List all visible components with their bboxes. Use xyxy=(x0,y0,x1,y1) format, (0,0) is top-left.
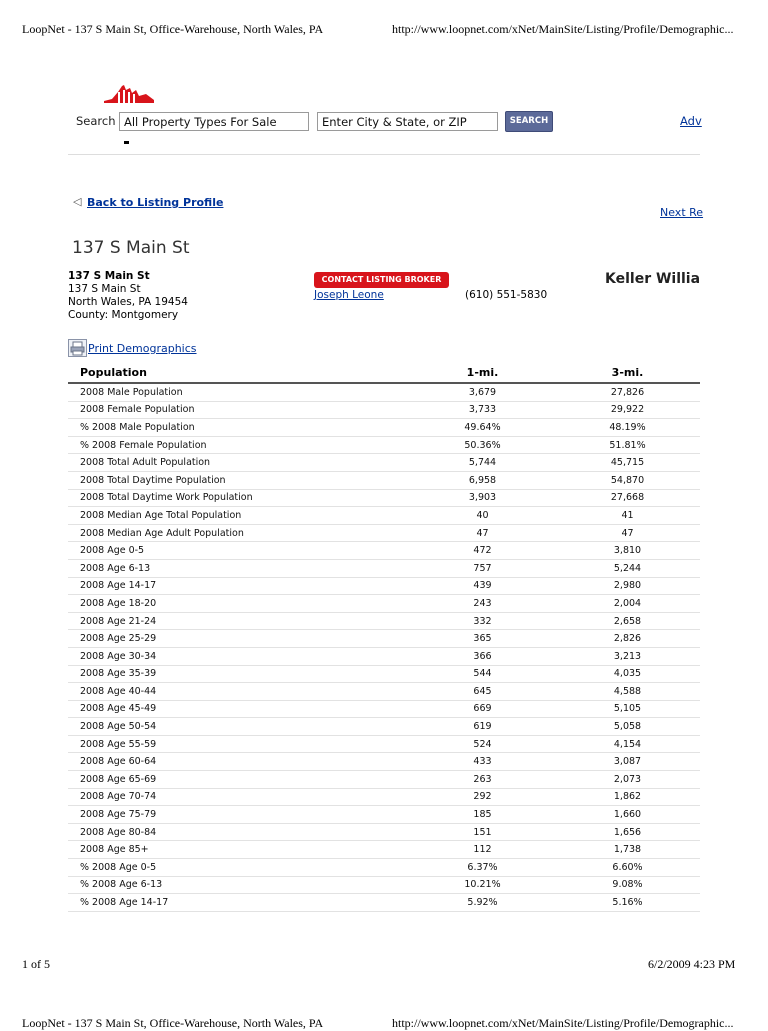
row-label: % 2008 Female Population xyxy=(68,436,410,454)
header-divider xyxy=(68,154,700,155)
value-1-mile: 10.21% xyxy=(410,876,555,894)
table-row xyxy=(68,401,700,419)
street-address: 137 S Main St xyxy=(68,283,141,295)
value-1-mile: 243 xyxy=(410,595,555,613)
header-3-mile: 3-mi. xyxy=(555,363,700,383)
value-1-mile: 47 xyxy=(410,524,555,542)
value-1-mile: 3,733 xyxy=(410,401,555,419)
table-row xyxy=(68,507,700,525)
table-row xyxy=(68,823,700,841)
value-3-mile: 4,588 xyxy=(555,683,700,701)
table-row xyxy=(68,753,700,771)
table-row xyxy=(68,859,700,877)
value-3-mile: 48.19% xyxy=(555,419,700,437)
value-3-mile: 2,004 xyxy=(555,595,700,613)
row-label: 2008 Age 65-69 xyxy=(68,771,410,789)
row-label: 2008 Age 25-29 xyxy=(68,630,410,648)
row-label: % 2008 Male Population xyxy=(68,419,410,437)
table-row xyxy=(68,771,700,789)
broker-phone: (610) 551-5830 xyxy=(465,289,548,301)
table-row xyxy=(68,436,700,454)
table-row xyxy=(68,454,700,472)
value-3-mile: 51.81% xyxy=(555,436,700,454)
value-3-mile: 2,980 xyxy=(555,577,700,595)
value-1-mile: 472 xyxy=(410,542,555,560)
row-label: 2008 Age 35-39 xyxy=(68,665,410,683)
value-3-mile: 27,668 xyxy=(555,489,700,507)
value-1-mile: 292 xyxy=(410,788,555,806)
back-arrow-icon: ◁ xyxy=(73,195,82,208)
search-label: Search xyxy=(76,114,116,128)
value-3-mile: 3,087 xyxy=(555,753,700,771)
value-1-mile: 263 xyxy=(410,771,555,789)
value-3-mile: 1,660 xyxy=(555,806,700,824)
table-row xyxy=(68,700,700,718)
table-row xyxy=(68,806,700,824)
next-page-header-title: LoopNet - 137 S Main St, Office-Warehouse, North Wales, PA xyxy=(22,1016,324,1030)
value-1-mile: 332 xyxy=(410,612,555,630)
table-row xyxy=(68,683,700,701)
header-1-mile: 1-mi. xyxy=(410,363,555,383)
header-population: Population xyxy=(68,363,410,383)
location-input[interactable]: Enter City & State, or ZIP xyxy=(317,112,498,131)
print-header-title: LoopNet - 137 S Main St, Office-Warehouse, North Wales, PA xyxy=(22,22,324,36)
value-3-mile: 4,035 xyxy=(555,665,700,683)
search-button[interactable]: SEARCH xyxy=(505,111,553,132)
row-label: 2008 Total Daytime Population xyxy=(68,471,410,489)
value-1-mile: 433 xyxy=(410,753,555,771)
row-label: % 2008 Age 6-13 xyxy=(68,876,410,894)
row-label: 2008 Age 0-5 xyxy=(68,542,410,560)
value-3-mile: 2,826 xyxy=(555,630,700,648)
row-label: 2008 Median Age Adult Population xyxy=(68,524,410,542)
value-3-mile: 54,870 xyxy=(555,471,700,489)
table-row xyxy=(68,383,700,401)
row-label: 2008 Age 14-17 xyxy=(68,577,410,595)
print-header-url: http://www.loopnet.com/xNet/MainSite/Listing/Profile/Demographic... xyxy=(392,22,734,36)
value-3-mile: 1,656 xyxy=(555,823,700,841)
listing-name: 137 S Main St xyxy=(68,270,150,282)
printer-icon[interactable] xyxy=(68,339,87,357)
broker-name-link[interactable]: Joseph Leone xyxy=(314,289,384,301)
row-label: 2008 Age 21-24 xyxy=(68,612,410,630)
value-3-mile: 6.60% xyxy=(555,859,700,877)
value-3-mile: 41 xyxy=(555,507,700,525)
value-3-mile: 2,658 xyxy=(555,612,700,630)
value-1-mile: 439 xyxy=(410,577,555,595)
value-3-mile: 5,244 xyxy=(555,559,700,577)
table-row xyxy=(68,630,700,648)
next-page-header-url: http://www.loopnet.com/xNet/MainSite/Listing/Profile/Demographic... xyxy=(392,1016,734,1030)
value-1-mile: 3,903 xyxy=(410,489,555,507)
row-label: 2008 Total Daytime Work Population xyxy=(68,489,410,507)
value-3-mile: 3,810 xyxy=(555,542,700,560)
value-1-mile: 40 xyxy=(410,507,555,525)
value-1-mile: 6,958 xyxy=(410,471,555,489)
value-3-mile: 5,058 xyxy=(555,718,700,736)
value-3-mile: 2,073 xyxy=(555,771,700,789)
value-3-mile: 3,213 xyxy=(555,647,700,665)
value-1-mile: 365 xyxy=(410,630,555,648)
population-table xyxy=(68,363,700,912)
table-row xyxy=(68,735,700,753)
row-label: 2008 Age 45-49 xyxy=(68,700,410,718)
page-number: 1 of 5 xyxy=(22,957,50,971)
value-3-mile: 1,862 xyxy=(555,788,700,806)
value-1-mile: 645 xyxy=(410,683,555,701)
row-label: 2008 Age 30-34 xyxy=(68,647,410,665)
value-1-mile: 3,679 xyxy=(410,383,555,401)
value-1-mile: 544 xyxy=(410,665,555,683)
table-row xyxy=(68,524,700,542)
table-row xyxy=(68,577,700,595)
value-1-mile: 669 xyxy=(410,700,555,718)
table-row xyxy=(68,559,700,577)
value-3-mile: 5.16% xyxy=(555,894,700,912)
value-1-mile: 757 xyxy=(410,559,555,577)
value-1-mile: 5.92% xyxy=(410,894,555,912)
row-label: 2008 Age 50-54 xyxy=(68,718,410,736)
value-1-mile: 6.37% xyxy=(410,859,555,877)
value-3-mile: 27,826 xyxy=(555,383,700,401)
table-row xyxy=(68,489,700,507)
value-1-mile: 185 xyxy=(410,806,555,824)
row-label: 2008 Age 18-20 xyxy=(68,595,410,613)
row-label: 2008 Male Population xyxy=(68,383,410,401)
agency-name: Keller Willia xyxy=(605,271,701,287)
row-label: 2008 Age 70-74 xyxy=(68,788,410,806)
row-label: 2008 Age 6-13 xyxy=(68,559,410,577)
print-demographics-link[interactable]: Print Demographics xyxy=(88,342,197,355)
table-row xyxy=(68,718,700,736)
value-1-mile: 524 xyxy=(410,735,555,753)
table-row xyxy=(68,665,700,683)
property-type-select[interactable]: All Property Types For Sale xyxy=(119,112,309,131)
row-label: 2008 Age 40-44 xyxy=(68,683,410,701)
row-label: 2008 Median Age Total Population xyxy=(68,507,410,525)
table-row xyxy=(68,595,700,613)
table-row xyxy=(68,542,700,560)
table-row xyxy=(68,894,700,912)
table-row xyxy=(68,647,700,665)
table-row xyxy=(68,876,700,894)
value-1-mile: 151 xyxy=(410,823,555,841)
table-row xyxy=(68,788,700,806)
value-1-mile: 5,744 xyxy=(410,454,555,472)
row-label: 2008 Female Population xyxy=(68,401,410,419)
address-block xyxy=(68,270,188,322)
row-label: 2008 Total Adult Population xyxy=(68,454,410,472)
loopnet-logo[interactable] xyxy=(104,84,156,104)
table-row xyxy=(68,419,700,437)
row-label: 2008 Age 75-79 xyxy=(68,806,410,824)
page-title: 137 S Main St xyxy=(72,238,190,258)
row-label: 2008 Age 60-64 xyxy=(68,753,410,771)
value-3-mile: 1,738 xyxy=(555,841,700,859)
advanced-search-link[interactable]: Adv xyxy=(680,114,702,128)
next-result-link[interactable]: Next Re xyxy=(660,206,704,219)
value-1-mile: 112 xyxy=(410,841,555,859)
contact-broker-button[interactable]: CONTACT LISTING BROKER xyxy=(314,272,449,288)
value-3-mile: 29,922 xyxy=(555,401,700,419)
row-label: 2008 Age 85+ xyxy=(68,841,410,859)
value-1-mile: 49.64% xyxy=(410,419,555,437)
value-1-mile: 50.36% xyxy=(410,436,555,454)
row-label: % 2008 Age 14-17 xyxy=(68,894,410,912)
print-datetime: 6/2/2009 4:23 PM xyxy=(648,957,736,971)
city-state-zip: North Wales, PA 19454 xyxy=(68,296,188,308)
table-header-row xyxy=(68,363,700,383)
value-3-mile: 4,154 xyxy=(555,735,700,753)
value-3-mile: 5,105 xyxy=(555,700,700,718)
row-label: % 2008 Age 0-5 xyxy=(68,859,410,877)
table-row xyxy=(68,612,700,630)
row-label: 2008 Age 55-59 xyxy=(68,735,410,753)
value-3-mile: 9.08% xyxy=(555,876,700,894)
value-3-mile: 47 xyxy=(555,524,700,542)
row-label: 2008 Age 80-84 xyxy=(68,823,410,841)
county: County: Montgomery xyxy=(68,309,179,321)
bullet-mark xyxy=(124,141,129,144)
table-row xyxy=(68,471,700,489)
value-1-mile: 366 xyxy=(410,647,555,665)
table-row xyxy=(68,841,700,859)
value-3-mile: 45,715 xyxy=(555,454,700,472)
back-to-listing-link[interactable]: Back to Listing Profile xyxy=(87,196,224,209)
value-1-mile: 619 xyxy=(410,718,555,736)
